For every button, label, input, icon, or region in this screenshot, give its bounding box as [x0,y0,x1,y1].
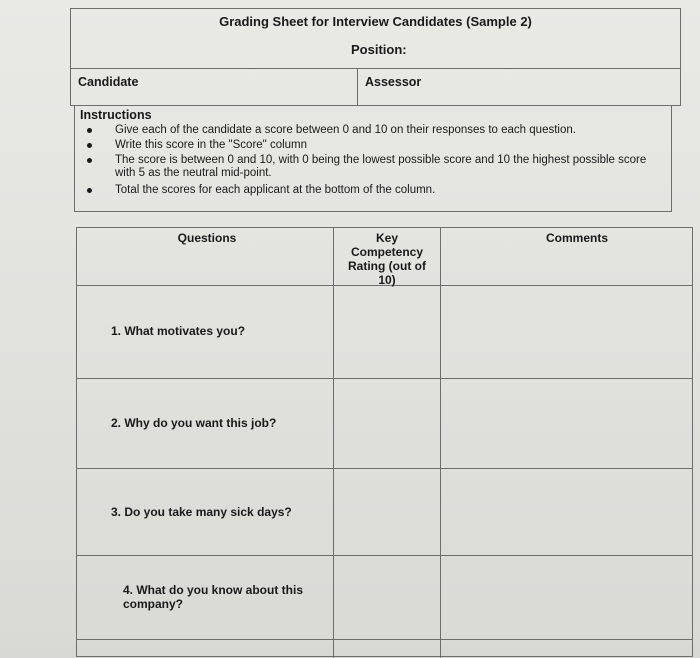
question-1: 1. What motivates you? [111,324,246,338]
instruction-text: The score is between 0 and 10, with 0 being the lowest possible score and 10 the highest possible score with 5 as the neutral mid-point. [115,154,647,179]
instructions-section [74,105,672,212]
questions-table [76,227,693,657]
table-column-divider [440,228,441,658]
header-divider [71,68,680,69]
bullet-icon [87,128,92,133]
instruction-text: Total the scores for each applicant at the bottom of the column. [115,184,436,196]
bullet-icon [87,143,92,148]
position-label: Position: [351,42,407,57]
question-3: 3. Do you take many sick days? [111,505,292,519]
table-row-divider [77,468,692,469]
bullet-icon [87,158,92,163]
header-column-divider [357,68,358,106]
page-title: Grading Sheet for Interview Candidates (Sample 2) [219,14,532,29]
header-section [70,8,681,106]
instruction-item [115,124,665,137]
instruction-item [115,139,665,152]
instruction-text: Give each of the candidate a score between 0 and 10 on their responses to each question. [115,124,576,136]
assessor-label: Assessor [365,75,422,89]
table-row-divider [77,555,692,556]
table-column-divider [333,228,334,658]
instructions-title: Instructions [80,108,152,122]
instruction-item [115,184,665,197]
instruction-item [115,154,665,180]
instruction-text: Write this score in the "Score" column [115,139,308,151]
rating-header: Key Competency Rating (out of 10) [348,231,426,287]
table-row-divider [77,639,692,640]
table-row-divider [77,378,692,379]
comments-header: Comments [545,231,608,245]
bullet-icon [87,188,92,193]
candidate-label: Candidate [78,75,139,89]
question-4: 4. What do you know about this company? [123,583,303,611]
question-2: 2. Why do you want this job? [111,416,277,430]
questions-header: Questions [177,231,237,245]
